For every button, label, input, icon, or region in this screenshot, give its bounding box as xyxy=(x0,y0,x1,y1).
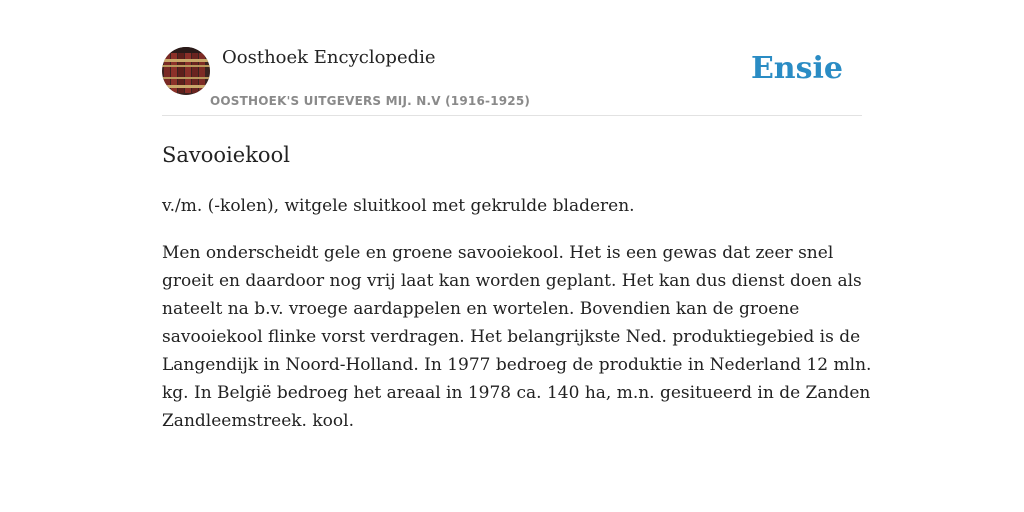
source-avatar[interactable] xyxy=(162,47,210,95)
body-line: kg. In België bedroeg het areaal in 1978 ca. 140 ha, m.n. gesitueerd in de Zanden xyxy=(162,383,871,403)
body-line: savooiekool flinke vorst verdragen. Het belangrijkste Ned. produktiegebied is de xyxy=(162,327,861,347)
body-line: Langendijk in Noord-Holland. In 1977 bedroeg de produktie in Nederland 12 mln. xyxy=(162,355,872,375)
entry-card xyxy=(162,0,872,512)
entry-body xyxy=(162,239,872,435)
source-header xyxy=(162,0,862,116)
source-subtitle: OOSTHOEK'S UITGEVERS MIJ. N.V (1916-1925) xyxy=(210,94,531,108)
body-line: Men onderscheidt gele en groene savooiekool. Het is een gewas dat zeer snel xyxy=(162,243,834,263)
body-line: Zandleemstreek. kool. xyxy=(162,411,354,431)
body-line: nateelt na b.v. vroege aardappelen en wortelen. Bovendien kan de groene xyxy=(162,299,800,319)
body-line: groeit en daardoor nog vrij laat kan worden geplant. Het kan dus dienst doen als xyxy=(162,271,862,291)
entry-title: Savooiekool xyxy=(162,143,290,167)
entry-definition: v./m. (-kolen), witgele sluitkool met gekrulde bladeren. xyxy=(162,196,635,216)
source-title[interactable]: Oosthoek Encyclopedie xyxy=(222,47,436,68)
brand-logo[interactable]: Ensie xyxy=(750,51,843,86)
book-spines-icon xyxy=(162,47,210,95)
